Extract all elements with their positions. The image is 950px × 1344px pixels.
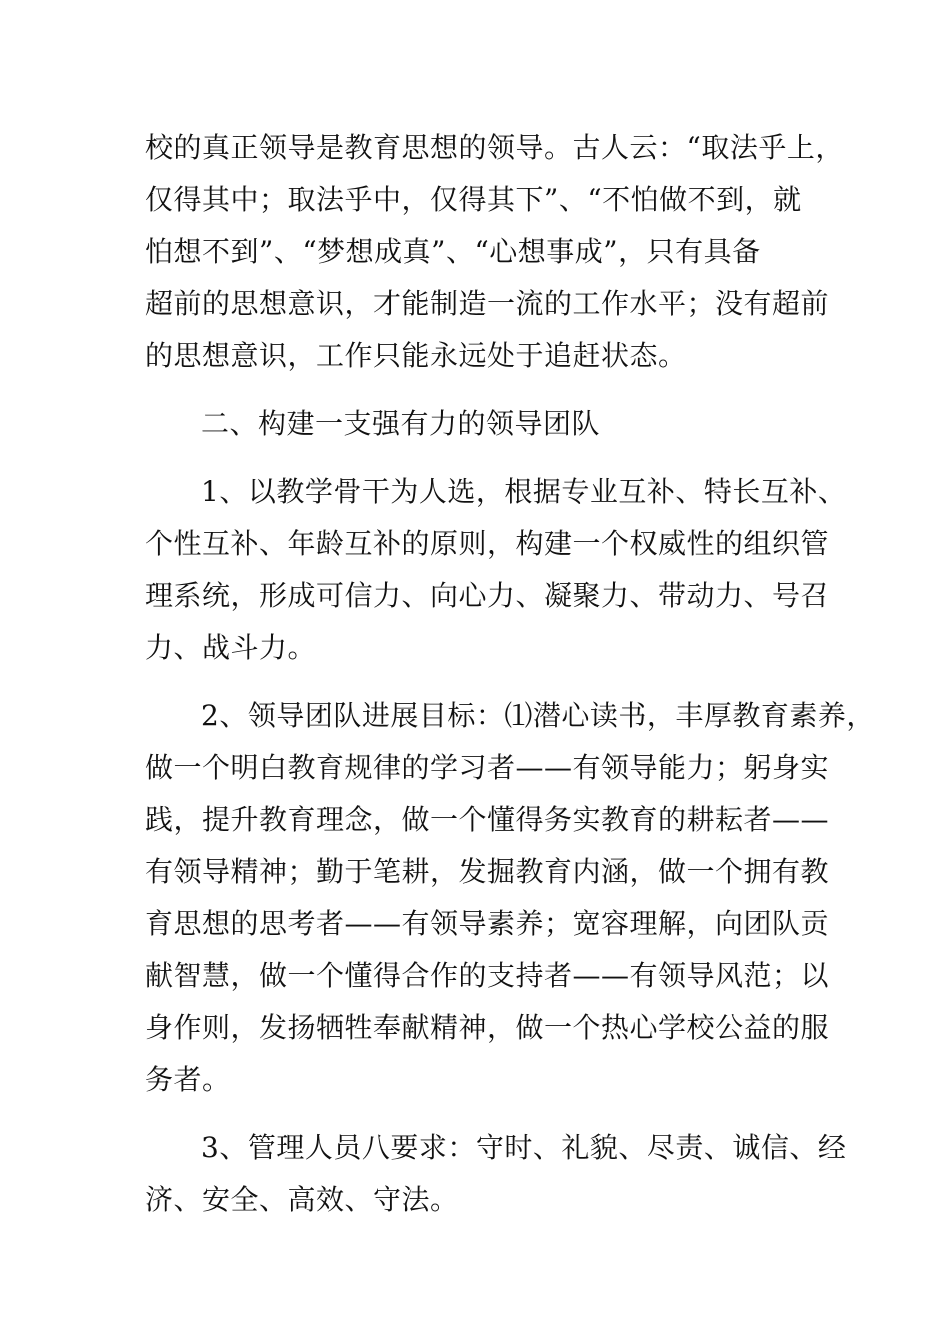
text-line: 力、战斗力。 (145, 631, 317, 664)
text-line: 怕想不到”、“梦想成真”、“心想事成”，只有具备 (145, 235, 761, 268)
text-line: 个性互补、年龄互补的原则，构建一个权威性的组织管 (145, 527, 830, 560)
paragraph-item-3 (145, 1122, 847, 1226)
text-line: 超前的思想意识，才能制造一流的工作水平；没有超前 (145, 287, 830, 320)
text-line: 济、安全、高效、守法。 (145, 1183, 459, 1216)
text-line: 育思想的思考者——有领导素养；宽容理解，向团队贡 (145, 907, 830, 940)
text-line: 2、领导团队进展目标：⑴潜心读书，丰厚教育素养， (201, 699, 875, 732)
text-line: 践，提升教育理念，做一个懂得务实教育的耕耘者—— (145, 803, 830, 836)
section-heading (145, 398, 815, 450)
text-line: 校的真正领导是教育思想的领导。古人云：“取法乎上， (145, 131, 844, 164)
text-line: 做一个明白教育规律的学习者——有领导能力；躬身实 (145, 751, 830, 784)
text-line: 有领导精神；勤于笔耕，发掘教育内涵，做一个拥有教 (145, 855, 830, 888)
paragraph-item-1 (145, 466, 847, 674)
text-line: 1、以教学骨干为人选，根据专业互补、特长互补、 (201, 475, 847, 508)
paragraph-item-2 (145, 690, 875, 1106)
document-body (145, 122, 875, 1226)
text-line: 3、管理人员八要求：守时、礼貌、尽责、诚信、经 (201, 1131, 847, 1164)
text-line: 仅得其中；取法乎中，仅得其下”、“不怕做不到，就 (145, 183, 802, 216)
text-line: 务者。 (145, 1063, 231, 1096)
text-line: 理系统，形成可信力、向心力、凝聚力、带动力、号召 (145, 579, 830, 612)
heading-line: 二、构建一支强有力的领导团队 (201, 407, 601, 440)
paragraph-continuation (145, 122, 844, 382)
text-line: 身作则，发扬牺牲奉献精神，做一个热心学校公益的服 (145, 1011, 830, 1044)
text-line: 献智慧，做一个懂得合作的支持者——有领导风范；以 (145, 959, 830, 992)
text-line: 的思想意识，工作只能永远处于追赶状态。 (145, 339, 687, 372)
